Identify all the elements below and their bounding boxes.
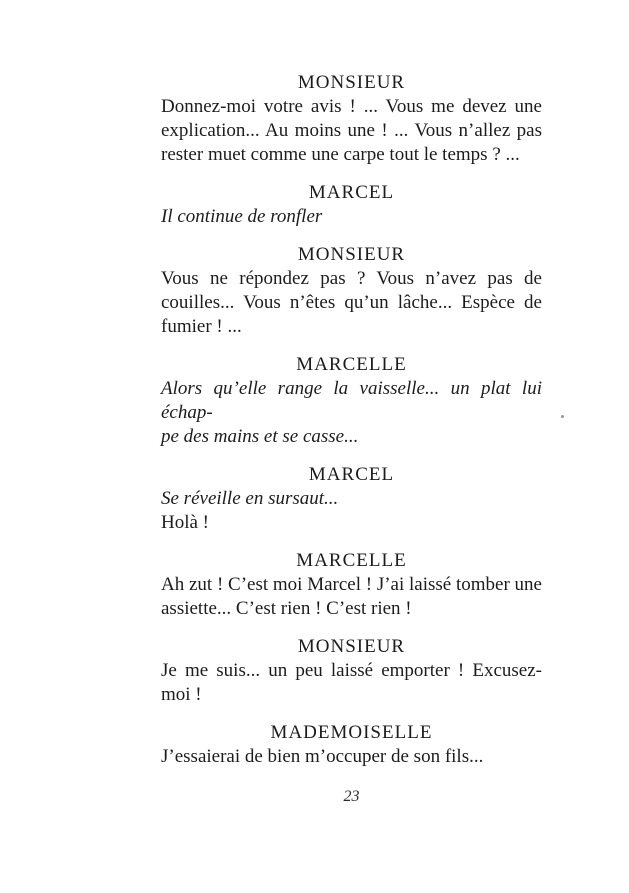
dialogue-line: fumier ! ... — [161, 316, 242, 337]
dialogue-block — [161, 463, 542, 535]
dialogue-block — [161, 243, 542, 339]
script-text-column — [161, 71, 542, 769]
dialogue-block — [161, 181, 542, 229]
dialogue-block — [161, 353, 542, 449]
dialogue-line: J’essaierai de bien m’occuper de son fils... — [161, 746, 484, 767]
speaker-heading: MONSIEUR — [297, 636, 406, 657]
speaker-heading: MADEMOISELLE — [270, 722, 433, 743]
dialogue-line: Holà ! — [161, 512, 210, 533]
stage-direction-line: Se réveille en sursaut... — [161, 488, 339, 509]
speaker-heading: MARCEL — [308, 464, 395, 485]
stage-direction-line: Il continue de ronfler — [161, 206, 323, 227]
speaker-heading: MARCELLE — [296, 550, 407, 571]
dialogue-block — [161, 635, 542, 707]
dialogue-block — [161, 549, 542, 621]
dialogue-line: couilles... Vous n’êtes qu’un lâche... Espèce de — [161, 292, 542, 313]
speaker-heading: MARCELLE — [296, 354, 407, 375]
dialogue-line: Ah zut ! C’est moi Marcel ! J’ai laissé tomber une — [161, 574, 542, 595]
dialogue-line: assiette... C’est rien ! C’est rien ! — [161, 598, 412, 619]
page-number: 23 — [343, 788, 360, 805]
stage-direction-line: Alors qu’elle range la vaisselle... un plat lui échap- — [161, 378, 542, 423]
dialogue-line: Vous ne répondez pas ? Vous n’avez pas de — [161, 268, 542, 289]
dialogue-line: explication... Au moins une ! ... Vous n’allez pas — [161, 120, 542, 141]
scan-speck — [561, 415, 564, 418]
dialogue-line: moi ! — [161, 684, 202, 705]
speaker-heading: MARCEL — [308, 182, 395, 203]
dialogue-block — [161, 721, 542, 769]
speaker-heading: MONSIEUR — [297, 244, 406, 265]
speaker-heading: MONSIEUR — [297, 72, 406, 93]
stage-direction-line: pe des mains et se casse... — [161, 426, 359, 447]
dialogue-line: Je me suis... un peu laissé emporter ! Excusez- — [161, 660, 542, 681]
dialogue-block — [161, 71, 542, 167]
dialogue-line: Donnez-moi votre avis ! ... Vous me devez une — [161, 96, 542, 117]
dialogue-line: rester muet comme une carpe tout le temps ? ... — [161, 144, 520, 165]
